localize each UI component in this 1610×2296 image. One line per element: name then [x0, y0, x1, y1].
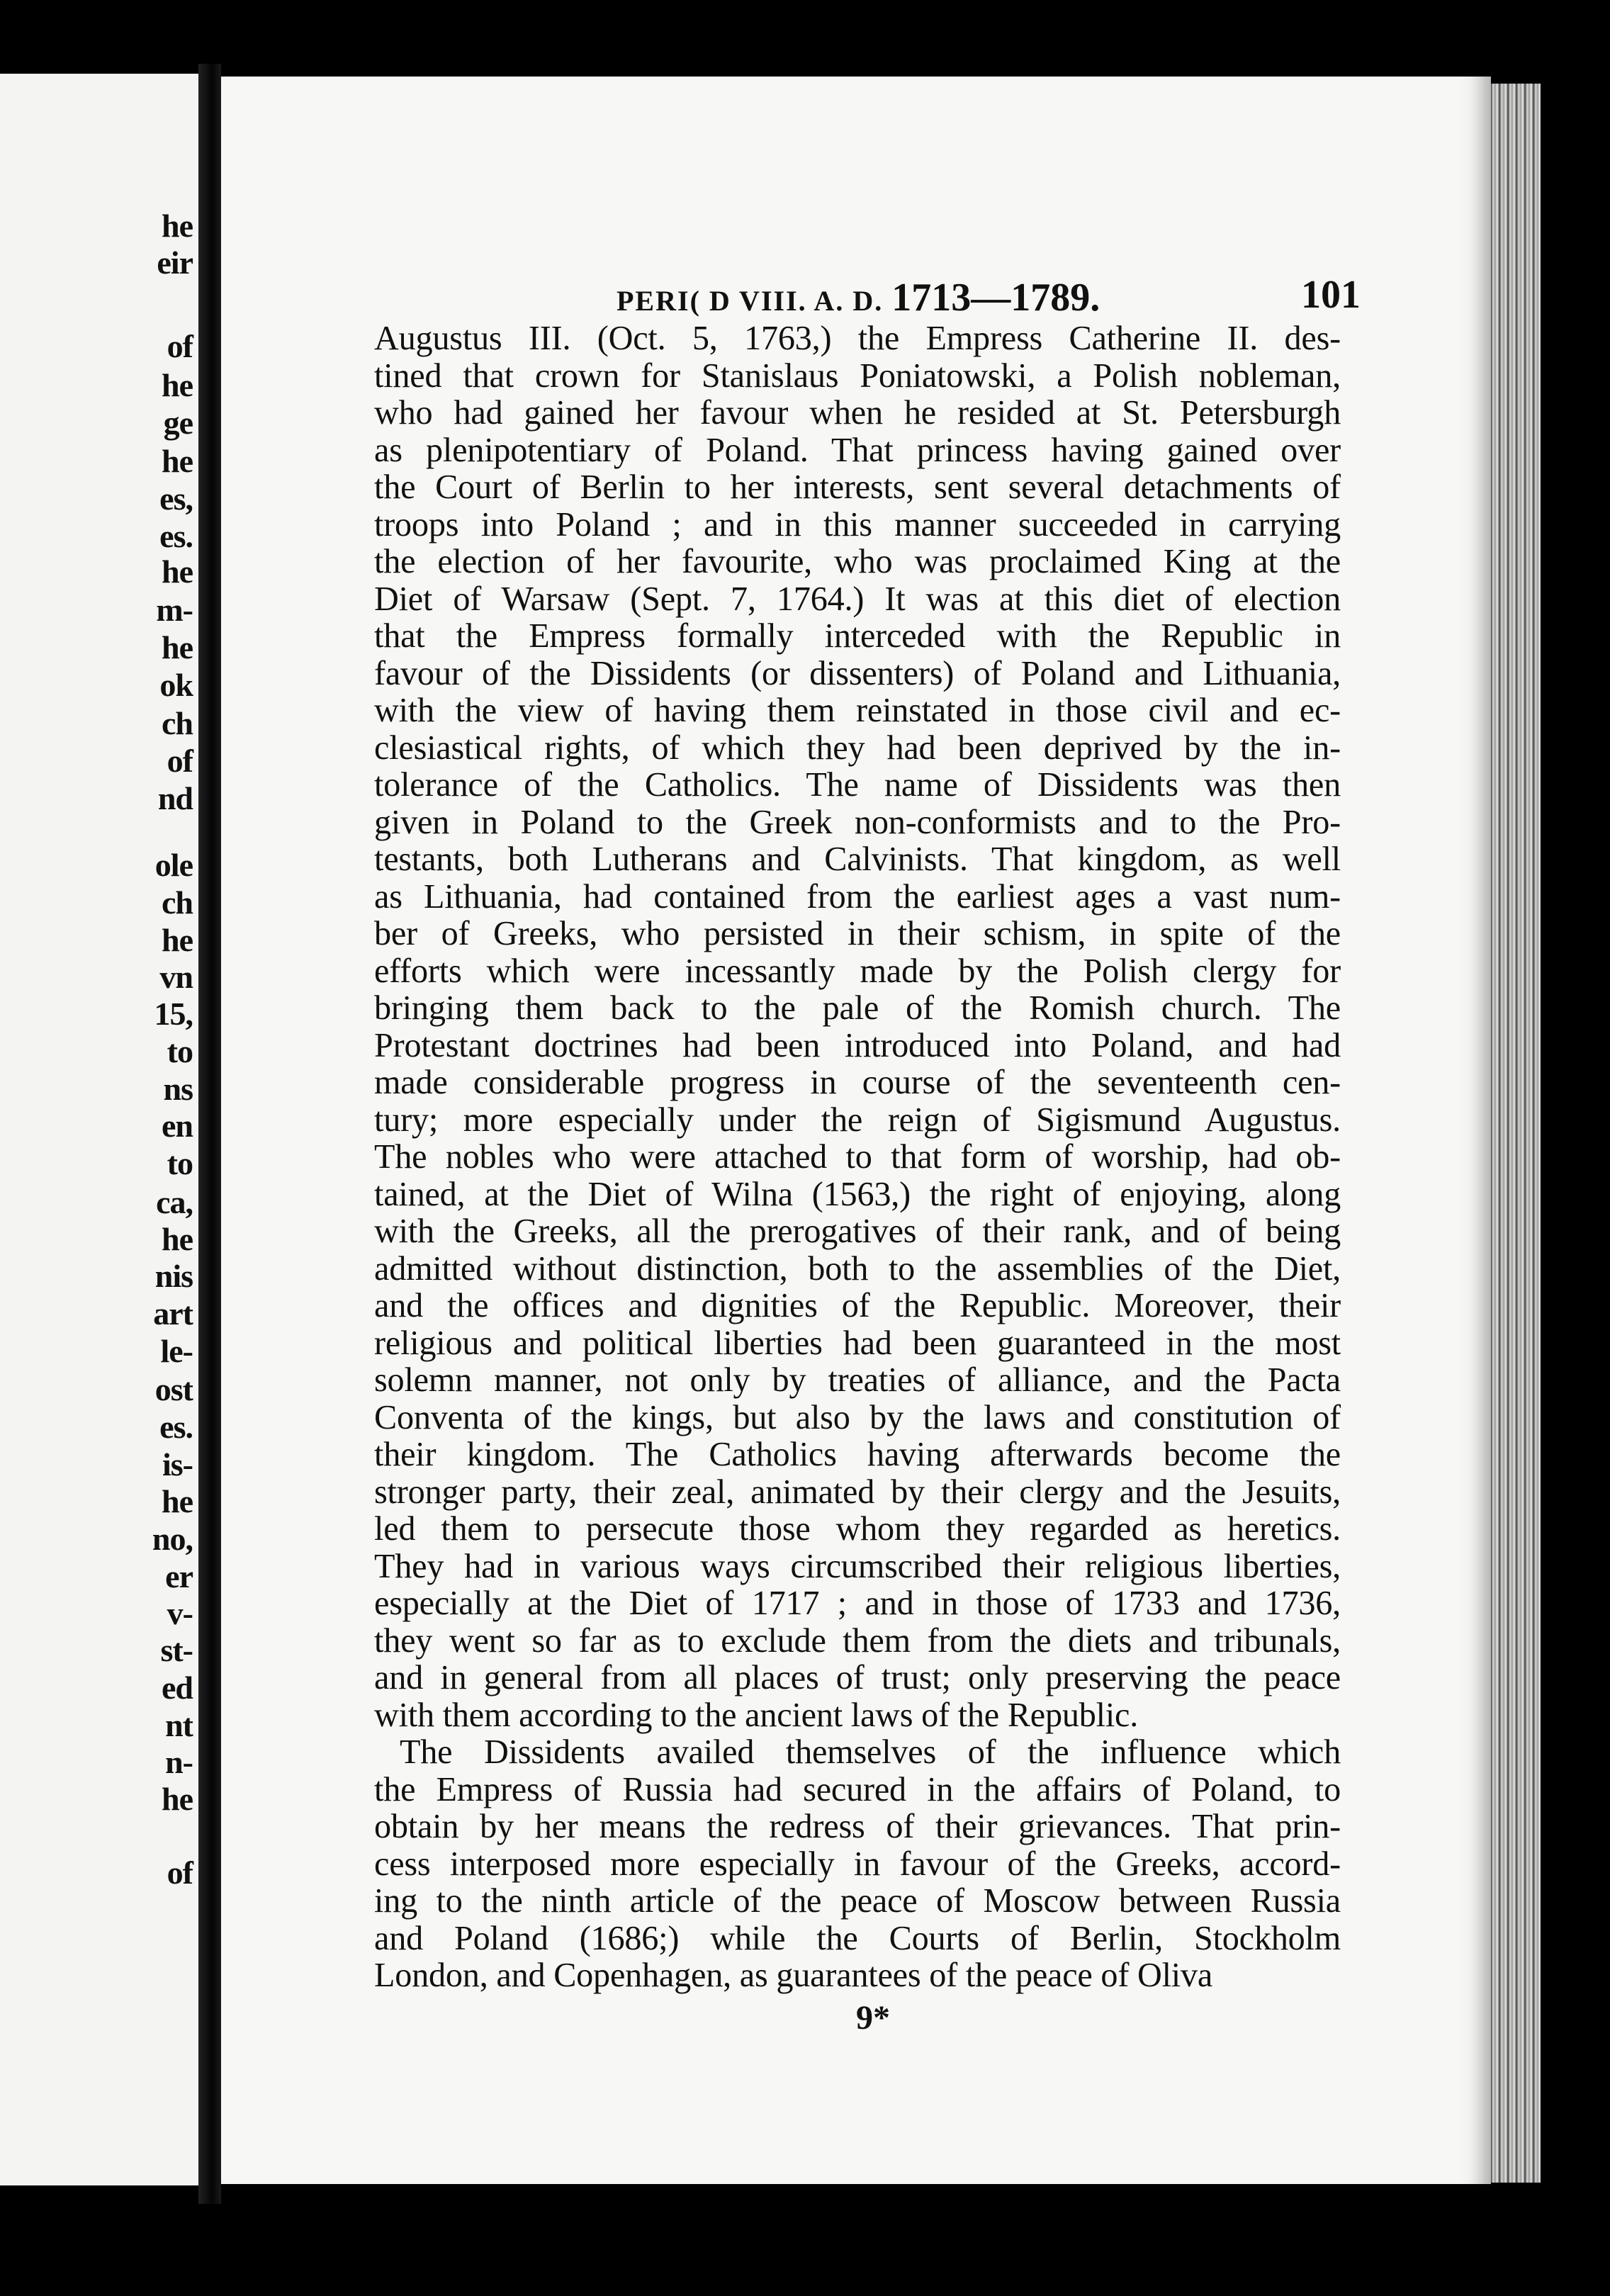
body-text	[374, 320, 1341, 1995]
facing-page-fragment-text: es.	[159, 1409, 193, 1445]
facing-page-fragment-text: he	[162, 443, 193, 479]
text-line: Protestant doctrines had been introduced into Poland, and had	[374, 1027, 1341, 1064]
running-head	[617, 275, 1100, 320]
facing-page-fragment-text: er	[165, 1558, 193, 1594]
facing-page-fragment-text: to	[167, 1145, 193, 1181]
facing-page-fragment-text: n-	[165, 1744, 193, 1780]
text-line: solemn manner, not only by treaties of alliance, and the Pacta	[374, 1362, 1341, 1399]
text-line: stronger party, their zeal, animated by their clergy and the Jesuits,	[374, 1473, 1341, 1511]
page-header	[383, 269, 1361, 326]
page-number: 101	[1301, 273, 1361, 317]
text-line: the Empress of Russia had secured in the affairs of Poland, to	[374, 1771, 1341, 1808]
text-line: favour of the Dissidents (or dissenters) of Poland and Lithuania,	[374, 655, 1341, 692]
facing-page-fragment-text: ok	[159, 667, 193, 703]
facing-page-fragment-text: ch	[162, 705, 193, 741]
facing-page-fragment-text: no,	[152, 1521, 193, 1557]
text-line: led them to persecute those whom they regarded as heretics.	[374, 1511, 1341, 1548]
text-line: with them according to the ancient laws of the Republic.	[374, 1696, 1139, 1734]
text-line: Conventa of the kings, but also by the laws and constitution of	[374, 1399, 1341, 1436]
text-line: cess interposed more especially in favour of the Greeks, accord-	[374, 1845, 1341, 1883]
facing-page-fragment-text: of	[167, 1855, 193, 1891]
running-head-period: PERI( D VIII. A. D.	[617, 285, 884, 317]
text-line: troops into Poland ; and in this manner succeeded in carrying	[374, 506, 1341, 544]
facing-page-fragment-text: of	[167, 743, 193, 779]
facing-page-fragment	[0, 74, 198, 2185]
text-line: and the offices and dignities of the Republic. Moreover, their	[374, 1288, 1341, 1324]
text-line: tolerance of the Catholics. The name of Dissidents was then	[374, 767, 1341, 804]
text-line: tained, at the Diet of Wilna (1563,) the right of enjoying, along	[374, 1176, 1341, 1213]
facing-page-fragment-text: he	[162, 1483, 193, 1519]
facing-page-fragment-text: is-	[162, 1446, 193, 1482]
text-line: given in Poland to the Greek non-conformists and to the Pro-	[374, 804, 1341, 841]
text-line: that the Empress formally interceded with the Republic in	[374, 618, 1341, 655]
book-gutter	[198, 64, 221, 2204]
text-line: tined that crown for Stanislaus Poniatowski, a Polish nobleman,	[374, 357, 1341, 395]
facing-page-fragment-text: ole	[154, 847, 193, 883]
text-line: clesiastical rights, of which they had been deprived by the in-	[374, 729, 1341, 767]
facing-page-fragment-text: es,	[159, 480, 193, 517]
facing-page-fragment-text: vn	[159, 959, 193, 995]
text-line: testants, both Lutherans and Calvinists. That kingdom, as well	[374, 841, 1341, 878]
text-line: who had gained her favour when he resided at St. Petersburgh	[374, 395, 1341, 432]
facing-page-fragment-text: he	[162, 922, 193, 958]
signature-mark: 9*	[856, 1999, 890, 2037]
facing-page-fragment-text: en	[162, 1108, 193, 1144]
page-edges	[1491, 84, 1541, 2183]
text-line: with the view of having them reinstated in those civil and ec-	[374, 692, 1341, 729]
text-line: They had in various ways circumscribed their religious liberties,	[374, 1548, 1341, 1585]
facing-page-fragment-text: ns	[163, 1071, 193, 1107]
facing-page-fragment-text: ed	[162, 1670, 193, 1706]
facing-page-fragment-text: ch	[162, 884, 193, 921]
facing-page-fragment-text: nd	[157, 780, 193, 816]
facing-page-fragment-text: he	[162, 553, 193, 590]
text-line: efforts which were incessantly made by the Polish clergy for	[374, 952, 1341, 990]
facing-page-fragment-text: eir	[157, 244, 193, 281]
text-line: they went so far as to exclude them from the diets and tribunals,	[374, 1622, 1341, 1660]
facing-page-fragment-text: nt	[165, 1707, 193, 1743]
text-line: The Dissidents availed themselves of the influence which	[400, 1734, 1341, 1771]
text-line: ber of Greeks, who persisted in their schism, in spite of the	[374, 916, 1341, 952]
facing-page-fragment-text: es.	[159, 518, 193, 554]
facing-page-fragment-text: he	[162, 367, 193, 403]
text-line: Diet of Warsaw (Sept. 7, 1764.) It was at this diet of election	[374, 580, 1341, 618]
facing-page-fragment-text: le-	[160, 1333, 193, 1369]
text-line: as Lithuania, had contained from the earliest ages a vast num-	[374, 878, 1341, 916]
text-line: their kingdom. The Catholics having afterwards become the	[374, 1436, 1341, 1473]
text-line: with the Greeks, all the prerogatives of their rank, and of being	[374, 1213, 1341, 1250]
facing-page-fragment-text: he	[162, 1781, 193, 1817]
text-line: religious and political liberties had been guaranteed in the most	[374, 1324, 1341, 1362]
facing-page-fragment-text: of	[167, 328, 193, 364]
text-line: bringing them back to the pale of the Romish church. The	[374, 990, 1341, 1027]
facing-page-fragment-text: he	[162, 629, 193, 665]
text-line: London, and Copenhagen, as guarantees of the peace of Oliva	[374, 1957, 1213, 1994]
facing-page-fragment-text: 15,	[154, 996, 193, 1032]
text-line: obtain by her means the redress of their grievances. That prin-	[374, 1808, 1341, 1845]
facing-page-fragment-text: to	[167, 1033, 193, 1069]
text-line: the election of her favourite, who was proclaimed King at the	[374, 544, 1341, 580]
text-line: as plenipotentiary of Poland. That princess having gained over	[374, 432, 1341, 469]
facing-page-fragment-text: v-	[167, 1595, 193, 1631]
facing-page-fragment-text: ost	[154, 1371, 193, 1407]
facing-page-fragment-text: nis	[154, 1258, 193, 1294]
facing-page-fragment-text: art	[153, 1295, 193, 1332]
facing-page-fragment-text: ge	[163, 405, 193, 441]
text-line: especially at the Diet of 1717 ; and in those of 1733 and 1736,	[374, 1585, 1341, 1622]
text-line: Augustus III. (Oct. 5, 1763,) the Empress Catherine II. des-	[374, 320, 1341, 357]
text-line: The nobles who were attached to that form of worship, had ob-	[374, 1139, 1341, 1176]
text-line: tury; more especially under the reign of Sigismund Augustus.	[374, 1101, 1341, 1139]
facing-page-fragment-text: he	[162, 1221, 193, 1257]
facing-page-fragment-text: he	[162, 208, 193, 244]
text-line: the Court of Berlin to her interests, sent several detachments of	[374, 469, 1341, 506]
text-line: and in general from all places of trust; only preserving the peace	[374, 1660, 1341, 1696]
text-line: admitted without distinction, both to the assemblies of the Diet,	[374, 1250, 1341, 1288]
text-line: and Poland (1686;) while the Courts of Berlin, Stockholm	[374, 1920, 1341, 1957]
text-line: ing to the ninth article of the peace of Moscow between Russia	[374, 1883, 1341, 1920]
text-line: made considerable progress in course of the seventeenth cen-	[374, 1064, 1341, 1101]
facing-page-fragment-text: m-	[156, 592, 193, 628]
running-head-years: 1713—1789.	[891, 276, 1100, 320]
facing-page-fragment-text: st-	[160, 1632, 193, 1668]
facing-page-fragment-text: ca,	[156, 1184, 193, 1220]
